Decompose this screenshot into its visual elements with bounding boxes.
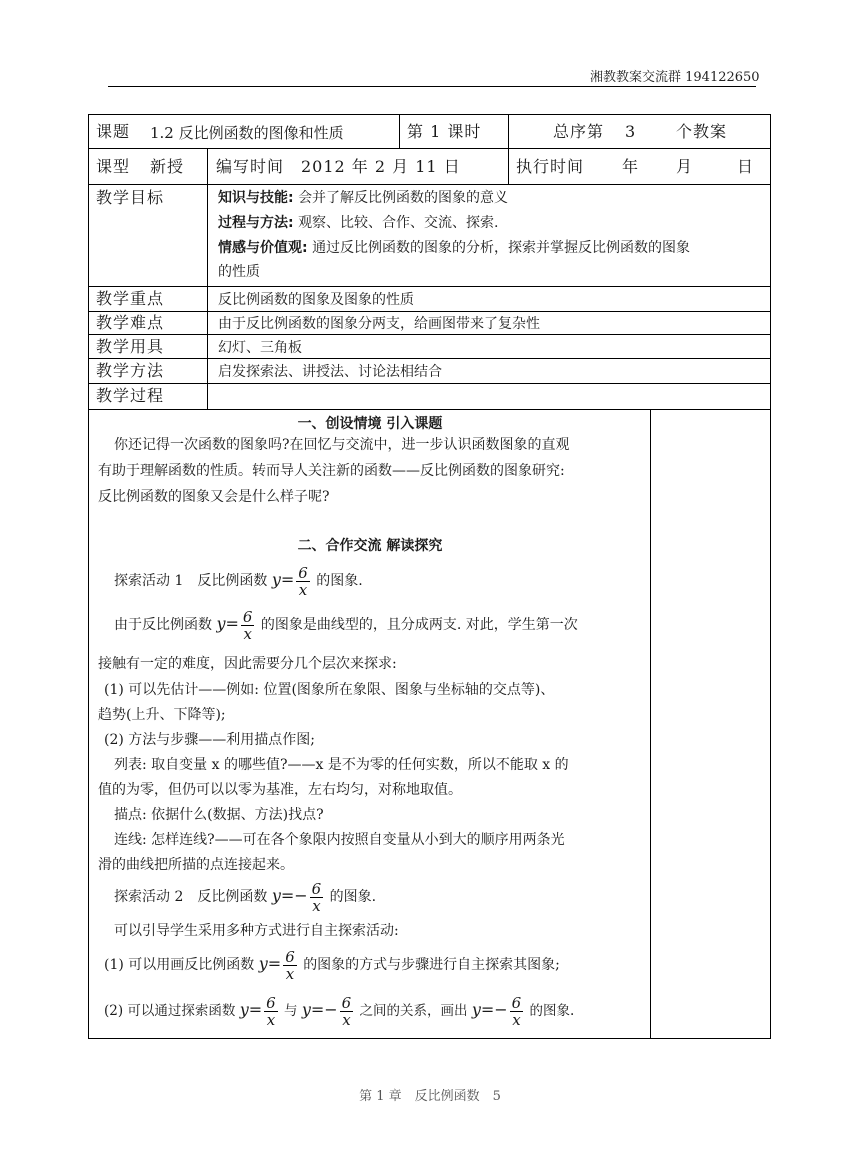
b-line-3: (1) 可以先估计——例如: 位置(图象所在象限、图象与坐标轴的交点等)、 (104, 682, 555, 698)
fraction-6-over-x: $\frac{6}{x}$ (311, 879, 322, 915)
type-label: 课型 (96, 157, 131, 176)
s1-line-3: 反比例函数的图象又会是什么样子呢? (98, 489, 330, 505)
fraction-6-over-x: $\frac{6}{x}$ (298, 563, 308, 599)
exec-label: 执行时间 (516, 157, 585, 176)
b-line-8: 描点: 依据什么(数据、方法)找点? (114, 807, 324, 823)
total-number: 3 (625, 122, 637, 141)
row-key-value: 反比例函数的图象及图象的性质 (218, 292, 414, 308)
objective-emotion-cont: 的性质 (218, 264, 260, 280)
write-time: 编写时间 2012 年 2 月 11 日 (216, 157, 461, 176)
b-line-6: 列表: 取自变量 x 的哪些值?——x 是不为零的任何实数，所以不能取 x 的 (114, 757, 569, 773)
activity-2-line: 探索活动 2 反比例函数 y=− $\frac{6}{x}$ 的图象. (114, 879, 377, 915)
b-line-7: 值的为零，但仍可以以零为基准，左右均匀，对称地取值。 (98, 782, 462, 798)
objective-knowledge-label: 知识与技能: (218, 190, 294, 206)
row-process-label: 教学过程 (96, 386, 165, 405)
s1-line-1: 你还记得一次函数的图象吗?在回忆与交流中，进一步认识函数图象的直观 (114, 437, 570, 453)
c-line-3: (2) 可以通过探索函数 y= $\frac{6}{x}$ 与 y=− $\frac{6}{x}$ 之间的关系，画出 y=− $\frac{6}{x}$ 的图象. (104, 994, 575, 1029)
eq-y: y (271, 570, 281, 589)
exec-year: 年 (622, 157, 640, 176)
fraction-6-over-x: $\frac{6}{x}$ (511, 994, 522, 1029)
objective-knowledge-text: 会并了解反比例函数的图象的意义 (298, 190, 509, 206)
fraction-6-over-x: $\frac{6}{x}$ (266, 994, 276, 1029)
row-tools-label: 教学用具 (96, 337, 165, 356)
row-method-label: 教学方法 (96, 361, 165, 380)
header-rule (108, 86, 756, 87)
page-footer: 第 1 章 反比例函数 5 (359, 1089, 501, 1104)
c-line-1: 可以引导学生采用多种方式进行自主探索活动: (114, 923, 399, 939)
b-line-4: 趋势(上升、下降等); (98, 707, 226, 723)
objective-process-text: 观察、比较、合作、交流、探索. (298, 215, 499, 231)
objectives-label: 教学目标 (96, 188, 165, 207)
b-line-2: 接触有一定的难度，因此需要分几个层次来探求: (98, 656, 397, 672)
section-2-title: 二、合作交流 解读探究 (297, 538, 443, 554)
b-line-9: 连线: 怎样连线?——可在各个象限内按照自变量从小到大的顺序用两条光 (114, 832, 565, 848)
type-value: 新授 (150, 157, 185, 176)
exec-month: 月 (676, 157, 694, 176)
header-group-text: 湘教教案交流群 194122650 (590, 70, 760, 85)
row-tools-value: 幻灯、三角板 (218, 340, 302, 356)
row-method-value: 启发探索法、讲授法、讨论法相结合 (218, 364, 442, 380)
b-line-10: 滑的曲线把所描的点连接起来。 (98, 857, 294, 873)
objective-knowledge (218, 187, 768, 209)
fraction-6-over-x: $\frac{6}{x}$ (285, 947, 295, 983)
row-key-label: 教学重点 (96, 289, 165, 308)
topic-value: 1.2 反比例函数的图像和性质 (150, 124, 344, 142)
row-difficulty-value: 由于反比例函数的图象分两支，给画图带来了复杂性 (218, 316, 540, 332)
fraction-6-over-x: $\frac{6}{x}$ (242, 607, 253, 643)
lesson-number: 第 1 课时 (407, 122, 482, 141)
objective-emotion-label: 情感与价值观: (218, 240, 308, 256)
b-line-1: 由于反比例函数 y= $\frac{6}{x}$ 的图象是曲线型的，且分成两支. 对此，学生第一次 (114, 607, 578, 643)
activity-1-line: 探索活动 1 反比例函数 y= $\frac{6}{x}$ 的图象. (114, 563, 363, 599)
fraction-6-over-x: $\frac{6}{x}$ (341, 994, 352, 1029)
total-suffix: 个教案 (676, 122, 728, 141)
exec-day: 日 (737, 157, 755, 176)
objective-process (218, 212, 768, 234)
objective-process-label: 过程与方法: (218, 215, 294, 231)
s1-line-2: 有助于理解函数的性质。转而导人关注新的函数——反比例函数的图象研究: (98, 463, 565, 479)
total-prefix: 总序第 (553, 122, 605, 141)
topic-label: 课题 (96, 122, 131, 141)
section-1-title: 一、创设情境 引入课题 (297, 416, 443, 432)
c-line-2: (1) 可以用画反比例函数 y= $\frac{6}{x}$ 的图象的方式与步骤进行自主探索其图象; (104, 947, 560, 983)
objective-emotion (218, 237, 768, 259)
objective-emotion-text: 通过反比例函数的图象的分析，探索并掌握反比例函数的图象 (312, 240, 691, 256)
row-difficulty-label: 教学难点 (96, 313, 165, 332)
b-line-5: (2) 方法与步骤——利用描点作图; (104, 732, 315, 748)
